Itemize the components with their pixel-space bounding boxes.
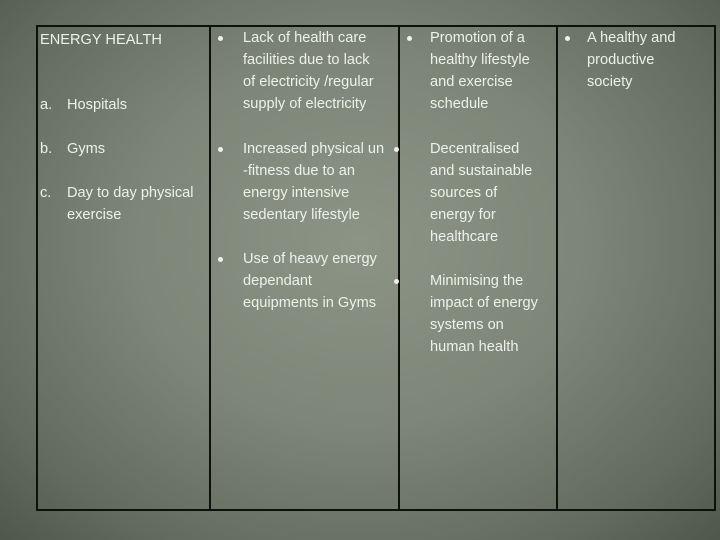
bullet-icon xyxy=(394,147,399,152)
outcomes-cell xyxy=(557,26,715,510)
table-heading: ENERGY HEALTH xyxy=(40,32,162,48)
solution-item: Minimising the impact of energy systems on human health xyxy=(430,273,538,355)
bullet-icon xyxy=(407,36,412,41)
issue-item: Increased physical un -fitness due to an energy intensive sedentary lifestyle xyxy=(243,141,385,223)
bullet-icon xyxy=(218,147,223,152)
bullet-icon xyxy=(218,257,223,262)
category-label: Day to day physical xyxy=(67,185,194,201)
bullet-icon xyxy=(394,279,399,284)
category-label: Hospitals xyxy=(67,97,128,113)
category-letter: c. xyxy=(40,185,52,201)
outcome-item: A healthy and productive society xyxy=(587,30,676,90)
solutions-cell xyxy=(399,26,557,510)
category-label: Gyms xyxy=(67,141,106,157)
issue-item: Lack of health care facilities due to lack of electricity /regular supply of electricity xyxy=(243,30,374,112)
energy-health-table xyxy=(36,25,716,511)
solution-item: Decentralised and sustainable sources of energy for healthcare xyxy=(430,141,533,245)
bullet-icon xyxy=(218,36,223,41)
solution-item: Promotion of a healthy lifestyle and exercise schedule xyxy=(430,30,530,112)
category-letter: a. xyxy=(40,97,53,113)
bullet-icon xyxy=(565,36,570,41)
issue-item: Use of heavy energy dependant equipments in Gyms xyxy=(243,251,377,311)
category-label: exercise xyxy=(67,207,122,223)
issues-cell xyxy=(210,26,399,510)
categories-cell xyxy=(37,26,210,510)
category-letter: b. xyxy=(40,141,53,157)
